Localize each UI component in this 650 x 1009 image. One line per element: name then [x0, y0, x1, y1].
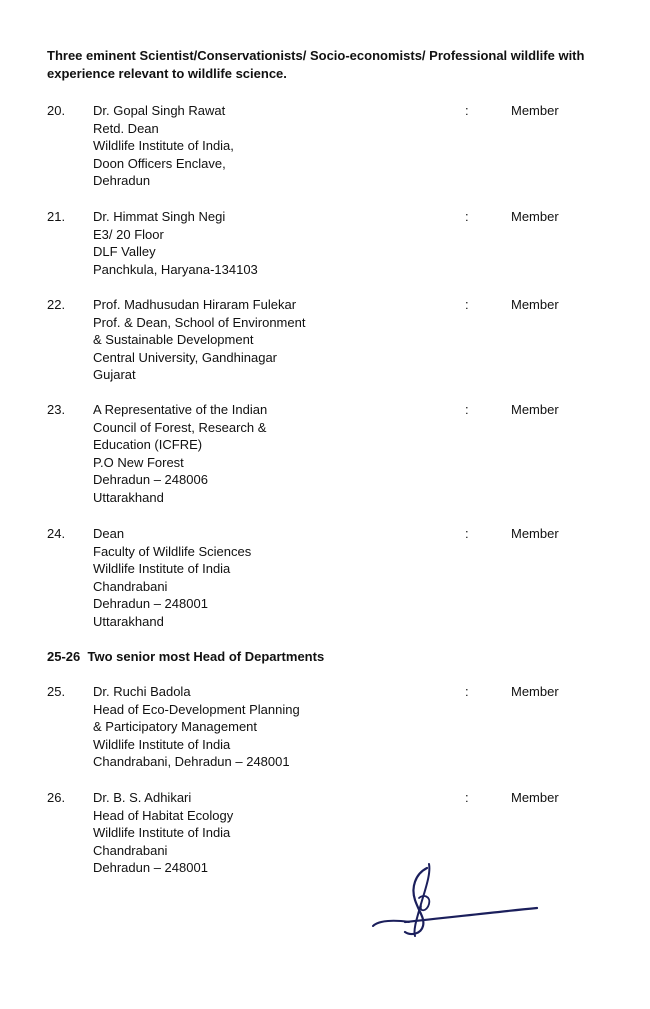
address-line: Central University, Gandhinagar — [93, 349, 278, 365]
member-role: Member — [511, 402, 559, 417]
address-line: Dehradun – 248006 — [93, 472, 208, 488]
member-role: Member — [511, 297, 559, 312]
member-name: Dean — [93, 526, 125, 541]
member-address — [93, 683, 423, 771]
address-line: Retd. Dean — [93, 120, 159, 136]
address-line: Dehradun – 248001 — [93, 860, 208, 876]
address-line: Wildlife Institute of India — [93, 561, 231, 577]
entry-number: 22. — [47, 297, 66, 312]
separator-colon: : — [465, 684, 469, 699]
separator-colon: : — [465, 209, 469, 224]
entry-number: 24. — [47, 526, 66, 541]
address-line: P.O New Forest — [93, 454, 184, 470]
member-address — [93, 401, 423, 507]
entry-number: 20. — [47, 103, 66, 118]
address-line: & Sustainable Development — [93, 332, 254, 348]
member-role: Member — [511, 103, 559, 118]
address-line: Chandrabani — [93, 842, 168, 858]
entry-number: 23. — [47, 402, 66, 417]
signature — [365, 860, 545, 940]
member-role: Member — [511, 790, 559, 805]
address-line: Education (ICFRE) — [93, 437, 203, 453]
member-role: Member — [511, 684, 559, 699]
address-line: E3/ 20 Floor — [93, 226, 164, 242]
entry-number: 21. — [47, 209, 66, 224]
address-line: Wildlife Institute of India, — [93, 138, 234, 154]
address-line: Chandrabani — [93, 578, 168, 594]
address-line: Dehradun – 248001 — [93, 596, 208, 612]
address-line: Wildlife Institute of India — [93, 736, 231, 752]
address-line: Uttarakhand — [93, 489, 164, 505]
address-line: Wildlife Institute of India — [93, 825, 231, 841]
committee-heading: Three eminent Scientist/Conservationists/ Socio-economists/ Professional wildlife with experience relevant to wildlife science. — [47, 48, 585, 81]
member-name: Dr. Gopal Singh Rawat — [93, 103, 226, 118]
member-address — [93, 296, 423, 384]
address-line: Faculty of Wildlife Sciences — [93, 543, 252, 559]
separator-colon: : — [465, 402, 469, 417]
separator-colon: : — [465, 526, 469, 541]
address-line: Head of Habitat Ecology — [93, 807, 234, 823]
section-heading — [47, 648, 324, 666]
address-line: Panchkula, Haryana-134103 — [93, 261, 258, 277]
member-name: Dr. B. S. Adhikari — [93, 790, 192, 805]
member-address — [93, 102, 423, 190]
address-line: Prof. & Dean, School of Environment — [93, 314, 306, 330]
member-role: Member — [511, 526, 559, 541]
address-line: DLF Valley — [93, 244, 156, 260]
member-name: Prof. Madhusudan Hiraram Fulekar — [93, 297, 297, 312]
separator-colon: : — [465, 790, 469, 805]
address-line: Head of Eco-Development Planning — [93, 701, 300, 717]
address-line: Doon Officers Enclave, — [93, 155, 226, 171]
address-line: & Participatory Management — [93, 719, 258, 735]
entry-number: 25. — [47, 684, 66, 699]
address-line: Uttarakhand — [93, 613, 164, 629]
entry-number: 26. — [47, 790, 66, 805]
member-role: Member — [511, 209, 559, 224]
separator-colon: : — [465, 297, 469, 312]
separator-colon: : — [465, 103, 469, 118]
address-line: Gujarat — [93, 367, 136, 383]
member-name: Dr. Himmat Singh Negi — [93, 209, 226, 224]
address-line: Chandrabani, Dehradun – 248001 — [93, 754, 290, 770]
member-name: Dr. Ruchi Badola — [93, 684, 191, 699]
address-line: Council of Forest, Research & — [93, 419, 267, 435]
address-line: Dehradun — [93, 173, 151, 189]
member-address — [93, 525, 423, 631]
section-title: Two senior most Head of Departments — [87, 649, 325, 664]
section-number: 25-26 — [47, 649, 81, 664]
member-name: A Representative of the Indian — [93, 402, 268, 417]
member-address — [93, 208, 423, 278]
